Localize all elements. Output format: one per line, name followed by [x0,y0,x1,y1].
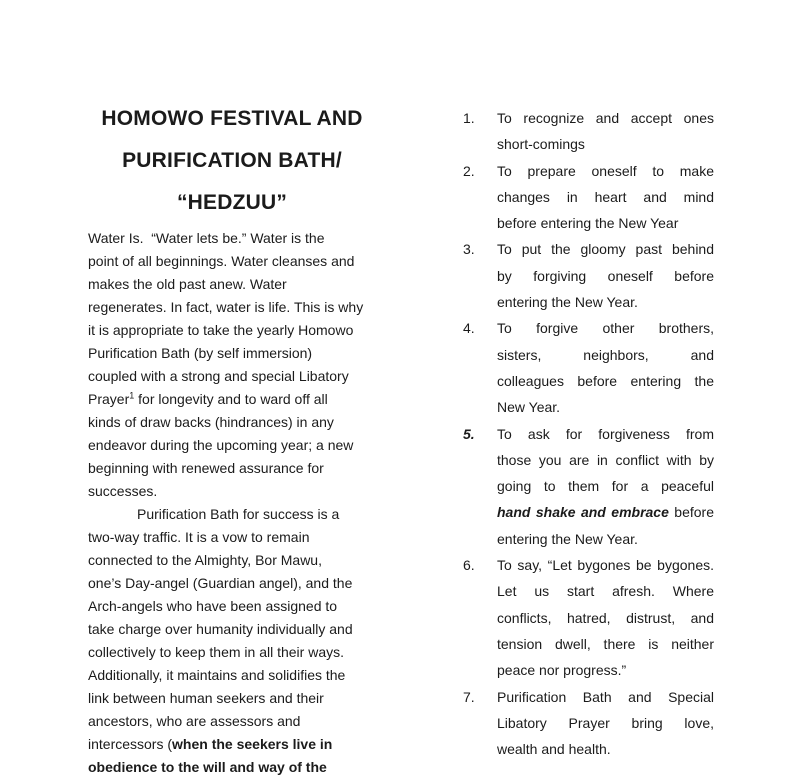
text-line [497,210,714,236]
text-segment: tension dwell, there is neither [497,635,714,652]
text-line [88,296,390,319]
text-segment: those you are in conflict with by [497,451,714,468]
text-line [88,549,390,572]
text-segment: New Year. [497,399,561,416]
list-item-number: 1. [463,110,475,126]
text-line [497,526,714,552]
list-item-6 [463,552,714,683]
text-line [88,273,390,296]
text-line [88,710,390,733]
text-segment: it is appropriate to take the yearly Homowo [88,322,354,338]
text-line [88,572,390,595]
text-segment: point of all beginnings. Water cleanses and [88,253,355,269]
text-line [88,319,390,342]
text-line [497,289,714,315]
text-line [88,664,390,687]
text-line [88,733,390,756]
text-segment: endeavor during the upcoming year; a new [88,437,354,453]
text-line [88,457,390,480]
title-line-2: PURIFICATION BATH/ [122,149,342,172]
text-segment: link between human seekers and their [88,690,324,706]
list-item-text [497,158,714,237]
text-segment: colleagues before entering the [497,372,714,389]
text-segment: one’s Day-angel (Guardian angel), and the [88,575,353,591]
text-segment: To prepare oneself to make [497,162,714,179]
text-line [88,342,390,365]
list-item-text [497,236,714,315]
text-segment: by forgiving oneself before [497,267,714,284]
text-segment: successes. [88,483,158,499]
text-line [497,263,714,289]
text-segment: peace nor progress.” [497,662,627,679]
text-line [497,421,714,447]
text-segment: connected to the Almighty, Bor Mawu, [88,552,322,568]
list-item-number: 5. [463,425,475,442]
text-segment: intercessors ( [88,736,173,752]
text-segment: Purification Bath (by self immersion) [88,345,313,361]
text-line [497,131,714,157]
text-segment: short-comings [497,136,585,153]
text-segment: beginning with renewed assurance for [88,460,324,476]
text-line [497,657,714,683]
text-segment: entering the New Year. [497,294,638,311]
text-segment: To recognize and accept ones [497,110,714,126]
text-segment: Let us start afresh. Where [497,583,714,600]
text-line [497,605,714,631]
text-line [497,236,714,262]
text-line [88,434,390,457]
text-line [88,388,390,411]
text-segment: collectively to keep them in all their ways. [88,644,344,660]
text-line [88,365,390,388]
list-item-text [497,421,714,552]
text-segment: To ask for forgiveness from [497,425,714,442]
list-item-number: 7. [463,688,475,705]
text-line [497,473,714,499]
list-item-text [497,552,714,683]
text-segment: Purification Bath and Special [497,688,714,705]
title-line-3: “HEDZUU” [176,191,288,214]
text-line [88,480,390,503]
text-segment: Purification Bath for success is a [137,506,340,522]
text-segment: two-way traffic. It is a vow to remain [88,529,310,545]
text-segment: take charge over humanity individually and [88,621,353,637]
text-segment: wealth and health. [497,741,611,758]
text-segment: coupled with a strong and special Libatory [88,368,349,384]
text-line [88,595,390,618]
text-line [497,447,714,473]
list-item-7 [463,684,714,763]
text-segment: changes in heart and mind [497,188,714,205]
text-segment: hand shake and embrace [497,504,669,521]
text-line [88,687,390,710]
text-line [497,578,714,604]
text-segment: when the seekers live in [172,736,333,752]
text-segment: Libatory Prayer bring love, [497,714,714,731]
list-item-4 [463,315,714,420]
text-segment: To say, “Let bygones be bygones. [497,557,714,574]
paragraph-water-intro [88,227,390,503]
list-item-text [497,684,714,763]
text-line [497,105,714,131]
text-line [497,394,714,420]
text-line [88,756,390,779]
text-line [497,368,714,394]
text-line [497,184,714,210]
paragraph-purification-bath [88,503,390,779]
list-item-text [497,105,714,158]
text-segment: before [668,504,714,521]
text-line [88,411,390,434]
title-line-1: HOMOWO FESTIVAL AND [101,107,363,130]
text-line [88,526,390,549]
text-segment: before entering the New Year [497,215,679,232]
text-segment: Water Is. “Water lets be.” Water is the [88,230,325,246]
text-segment: obedience to the will and way of the [88,759,327,775]
list-item-number: 6. [463,557,475,574]
text-segment: Prayer [88,391,130,407]
text-line [88,503,390,526]
text-line [497,342,714,368]
list-item-number: 2. [463,162,475,179]
text-segment: Arch-angels who have been assigned to [88,598,338,614]
text-segment: To forgive other brothers, [497,320,714,337]
text-line [88,227,390,250]
text-segment: To put the gloomy past behind [497,241,714,258]
text-segment: kinds of draw backs (hindrances) in any [88,414,334,430]
list-item-3 [463,236,714,315]
text-line [497,552,714,578]
list-item-number: 3. [463,241,475,258]
text-line [88,618,390,641]
text-segment: Additionally, it maintains and solidifies the [88,667,346,683]
numbered-list [463,105,714,762]
text-segment: 1 [129,390,135,401]
left-column [88,98,390,779]
list-item-number: 4. [463,320,475,337]
text-segment: conflicts, hatred, distrust, and [497,609,714,626]
text-line [497,736,714,762]
text-segment: entering the New Year. [497,530,638,547]
text-line [88,250,390,273]
list-item-2 [463,158,714,237]
document-title [88,98,376,224]
text-segment: ancestors, who are assessors and [88,713,301,729]
text-segment: for longevity and to ward off all [134,391,328,407]
text-line [497,631,714,657]
text-line [497,499,714,525]
text-segment: regenerates. In fact, water is life. This is why [88,299,364,315]
text-line [497,684,714,710]
text-segment: going to them for a peaceful [497,478,714,495]
list-item-1 [463,105,714,158]
text-line [497,158,714,184]
text-line [497,710,714,736]
text-line [497,315,714,341]
list-item-text [497,315,714,420]
text-segment: makes the old past anew. Water [88,276,287,292]
text-line [88,641,390,664]
list-item-5 [463,421,714,552]
text-segment: sisters, neighbors, and [497,346,714,363]
